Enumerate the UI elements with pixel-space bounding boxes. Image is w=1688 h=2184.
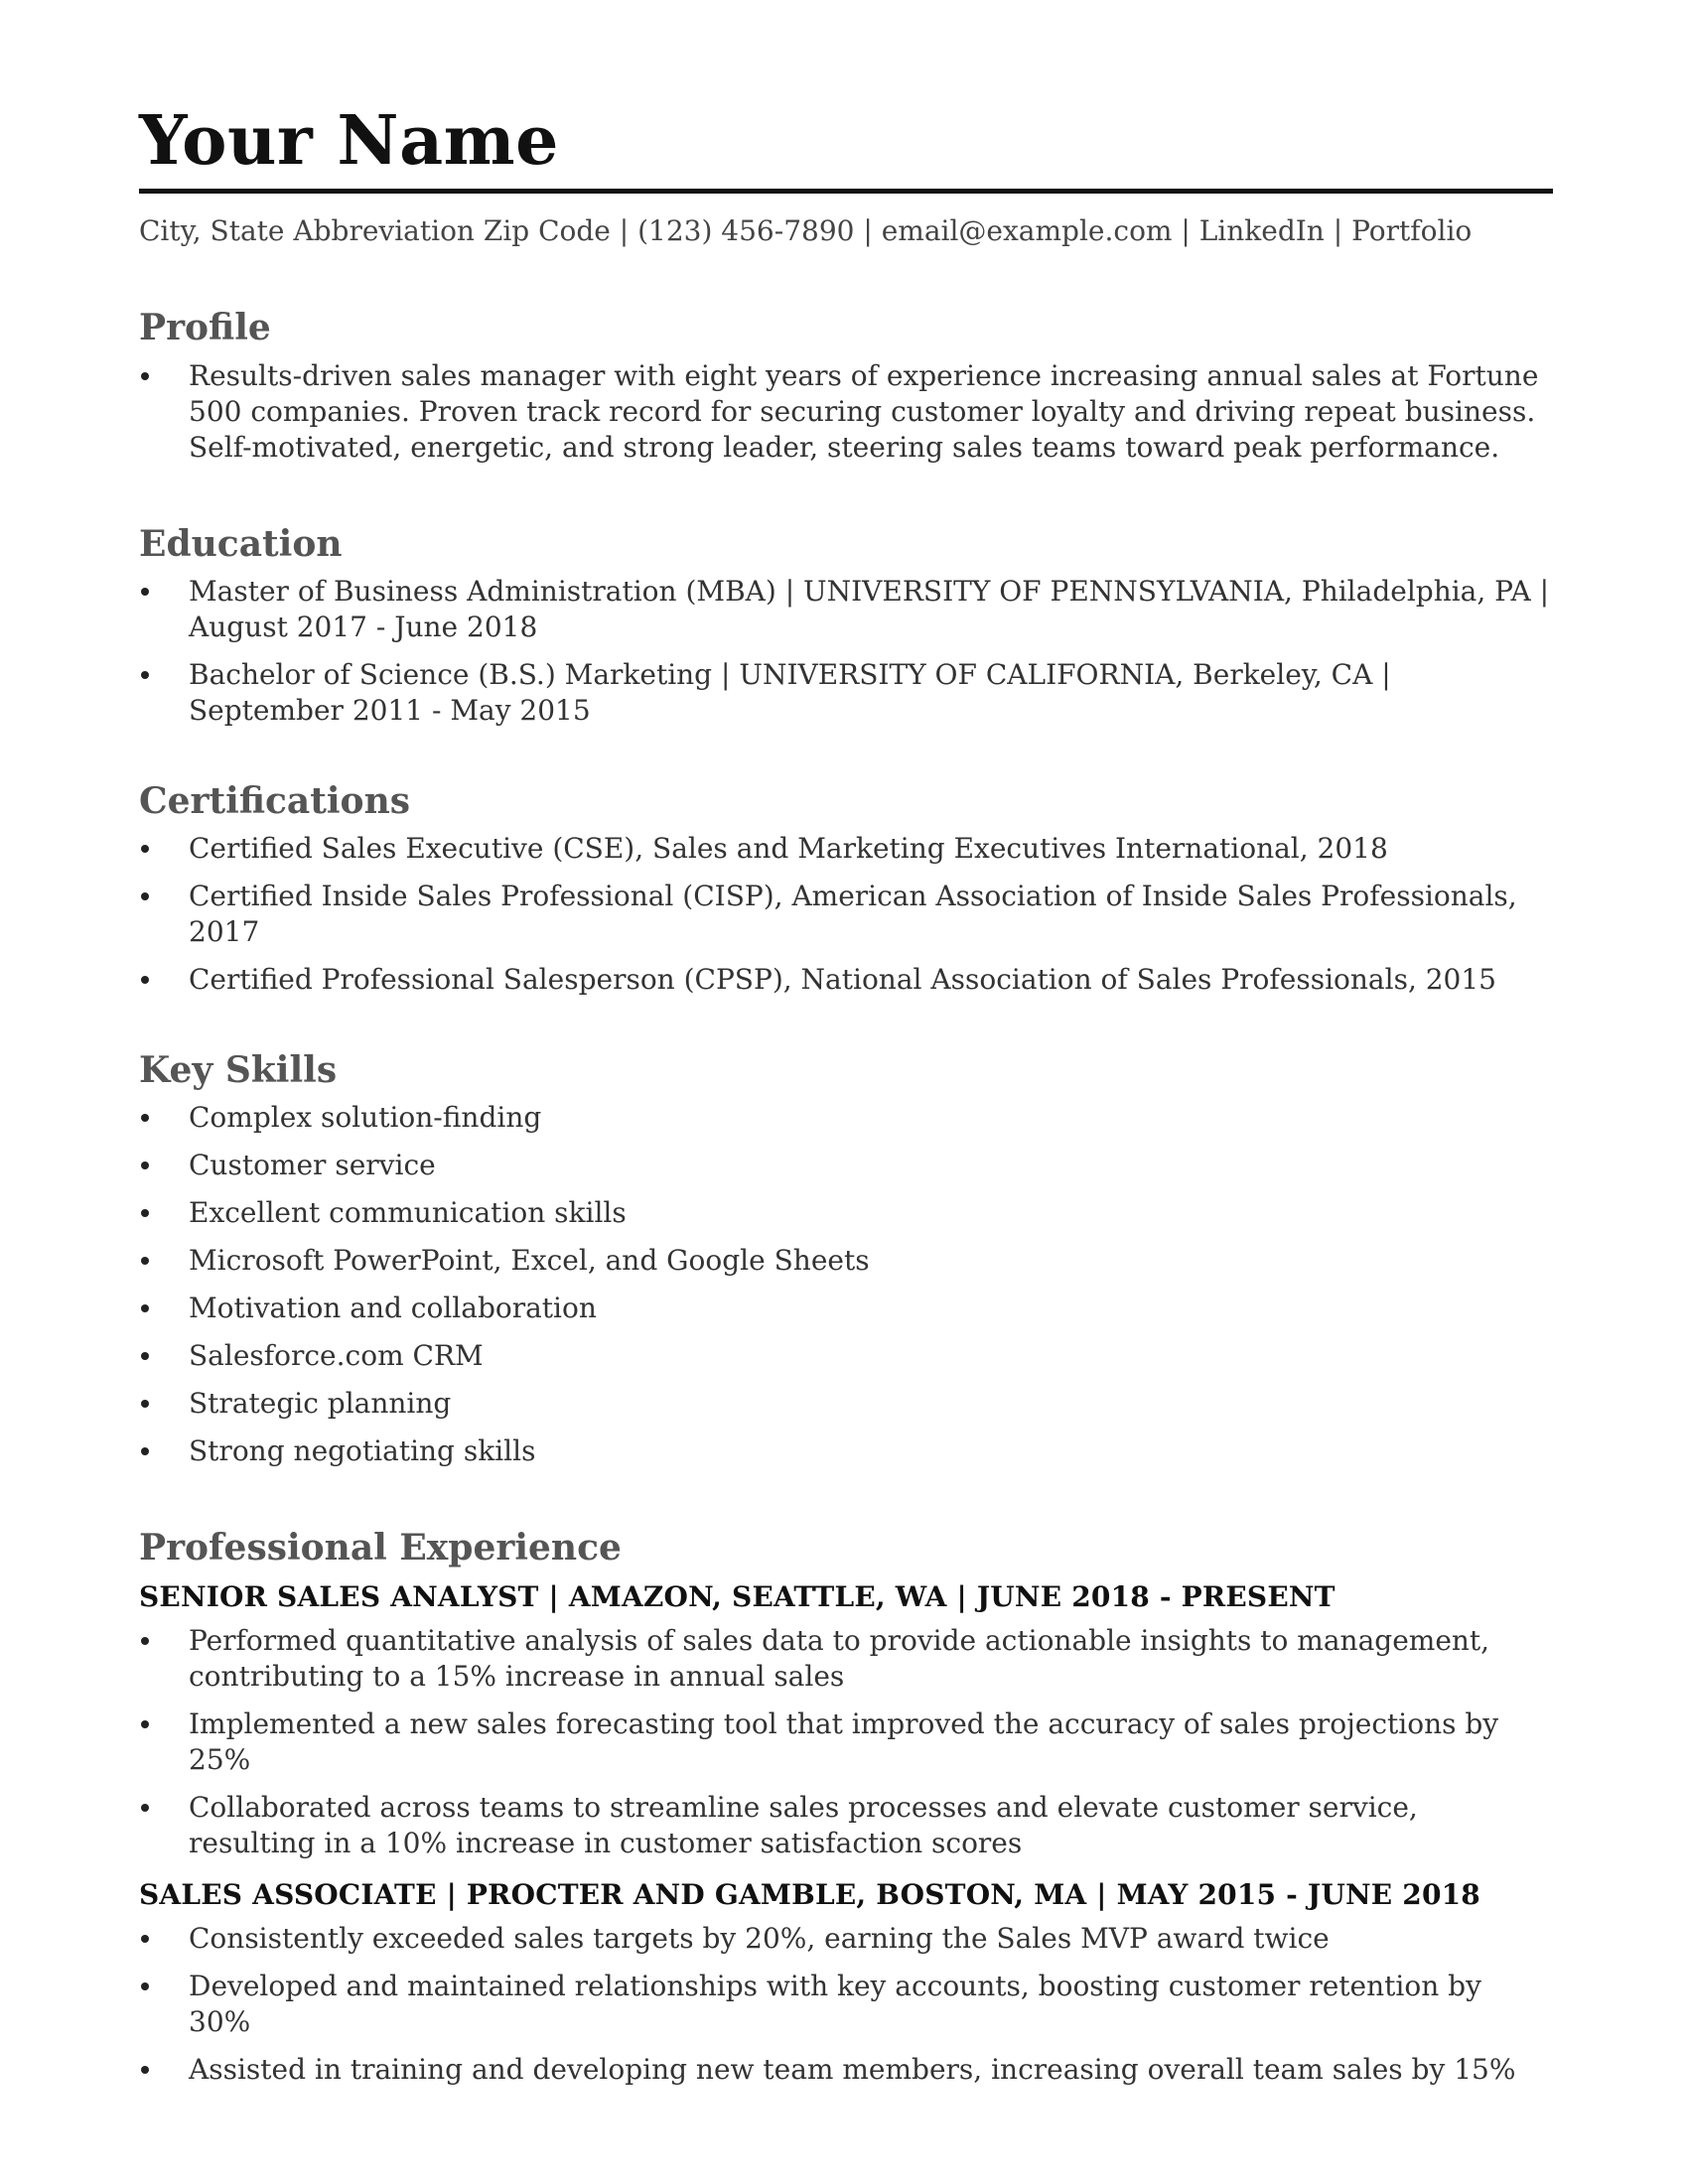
bullet-icon	[141, 1114, 149, 1122]
list-item	[139, 1195, 1549, 1231]
bullet-icon	[141, 976, 149, 984]
list-item	[139, 1969, 1549, 2040]
job-heading: SALES ASSOCIATE | PROCTER AND GAMBLE, BOSTON, MA | MAY 2015 - JUNE 2018	[139, 1878, 1480, 1912]
list-item	[139, 358, 1549, 466]
profile-section	[139, 307, 1549, 465]
bullet-icon	[141, 845, 149, 853]
job-entry	[139, 1877, 1549, 2088]
list-item	[139, 879, 1549, 950]
list-item-text: Strong negotiating skills	[189, 1434, 536, 1468]
list-item-text: Consistently exceeded sales targets by 20%, earning the Sales MVP award twice	[189, 1922, 1330, 1956]
list-item-text: Excellent communication skills	[189, 1196, 627, 1230]
contact-line: City, State Abbreviation Zip Code | (123) 456-7890 | email@example.com | LinkedIn | Portfolio	[139, 214, 1473, 247]
bullet-icon	[141, 1637, 149, 1645]
list-item	[139, 2052, 1549, 2088]
list-item-text: Assisted in training and developing new team members, increasing overall team sales by 15%	[189, 2053, 1516, 2087]
list-item	[139, 1921, 1549, 1957]
bullet-icon	[141, 1257, 149, 1265]
bullet-icon	[141, 372, 149, 380]
list-item-text: Performed quantitative analysis of sales data to provide actionable insights to management, contributing to a 15% increase in annual sales	[189, 1624, 1490, 1694]
section-title-profile: Profile	[139, 307, 271, 349]
list-item-text: Motivation and collaboration	[189, 1292, 597, 1325]
list-item	[139, 1386, 1549, 1422]
list-item	[139, 831, 1549, 867]
profile-list	[139, 358, 1549, 466]
list-item	[139, 1623, 1549, 1695]
experience-section	[139, 1527, 1549, 2088]
list-item-text: Master of Business Administration (MBA) | UNIVERSITY OF PENNSYLVANIA, Philadelphia, PA | August 2017 - June 2018	[189, 574, 1550, 643]
section-title-certifications: Certifications	[139, 779, 411, 822]
job-heading: SENIOR SALES ANALYST | AMAZON, SEATTLE, WA | JUNE 2018 - PRESENT	[139, 1580, 1336, 1614]
list-item-text: Bachelor of Science (B.S.) Marketing | UNIVERSITY OF CALIFORNIA, Berkeley, CA | September 2011 - May 2015	[189, 657, 1391, 727]
job-achievements-list	[139, 1921, 1549, 2088]
bullet-icon	[141, 588, 149, 596]
list-item-text: Customer service	[189, 1149, 436, 1182]
section-title-skills: Key Skills	[139, 1048, 338, 1091]
list-item	[139, 574, 1549, 645]
section-title-experience: Professional Experience	[139, 1527, 622, 1570]
list-item	[139, 1706, 1549, 1778]
list-item	[139, 962, 1549, 998]
list-item	[139, 1148, 1549, 1183]
list-item-text: Collaborated across teams to streamline sales processes and elevate customer service, resulting in a 10% increase in customer satisfaction scores	[189, 1791, 1418, 1860]
list-item	[139, 1433, 1549, 1469]
list-item-text: Developed and maintained relationships with key accounts, boosting customer retention by 30%	[189, 1970, 1481, 2039]
bullet-icon	[141, 1447, 149, 1455]
list-item-text: Certified Sales Executive (CSE), Sales and Marketing Executives International, 2018	[189, 831, 1388, 865]
education-section	[139, 523, 1549, 729]
section-title-education: Education	[139, 522, 343, 565]
education-list	[139, 574, 1549, 729]
list-item	[139, 1790, 1549, 1861]
list-item-text: Results-driven sales manager with eight years of experience increasing annual sales at Fortune 500 companies. Proven track record for securing customer loyalty and driving repeat business. Self-motivated, energetic, and strong leader, steering sales teams toward peak performance.	[189, 358, 1539, 464]
bullet-icon	[141, 2066, 149, 2074]
bullet-icon	[141, 1304, 149, 1312]
list-item	[139, 657, 1549, 729]
list-item	[139, 1291, 1549, 1326]
bullet-icon	[141, 671, 149, 679]
list-item	[139, 1243, 1549, 1279]
job-entry	[139, 1579, 1549, 1861]
bullet-icon	[141, 892, 149, 900]
list-item-text: Implemented a new sales forecasting tool that improved the accuracy of sales projections by 25%	[189, 1707, 1499, 1777]
bullet-icon	[141, 1804, 149, 1812]
list-item-text: Certified Inside Sales Professional (CISP), American Association of Inside Sales Professionals, 2017	[189, 879, 1517, 948]
bullet-icon	[141, 1209, 149, 1217]
bullet-icon	[141, 1352, 149, 1360]
list-item-text: Complex solution-finding	[189, 1101, 542, 1135]
bullet-icon	[141, 1400, 149, 1408]
list-item	[139, 1100, 1549, 1136]
list-item	[139, 1338, 1549, 1374]
list-item-text: Certified Professional Salesperson (CPSP), National Association of Sales Professionals, 2015	[189, 962, 1496, 996]
certifications-list	[139, 831, 1549, 998]
bullet-icon	[141, 1935, 149, 1943]
bullet-icon	[141, 1720, 149, 1728]
list-item-text: Salesforce.com CRM	[189, 1339, 484, 1373]
skills-list	[139, 1100, 1549, 1469]
skills-section	[139, 1049, 1549, 1469]
candidate-name: Your Name	[139, 101, 559, 181]
job-achievements-list	[139, 1623, 1549, 1861]
bullet-icon	[141, 1982, 149, 1990]
list-item-text: Microsoft PowerPoint, Excel, and Google Sheets	[189, 1244, 870, 1278]
certifications-section	[139, 780, 1549, 998]
header-divider	[139, 189, 1553, 194]
bullet-icon	[141, 1161, 149, 1169]
list-item-text: Strategic planning	[189, 1387, 452, 1421]
